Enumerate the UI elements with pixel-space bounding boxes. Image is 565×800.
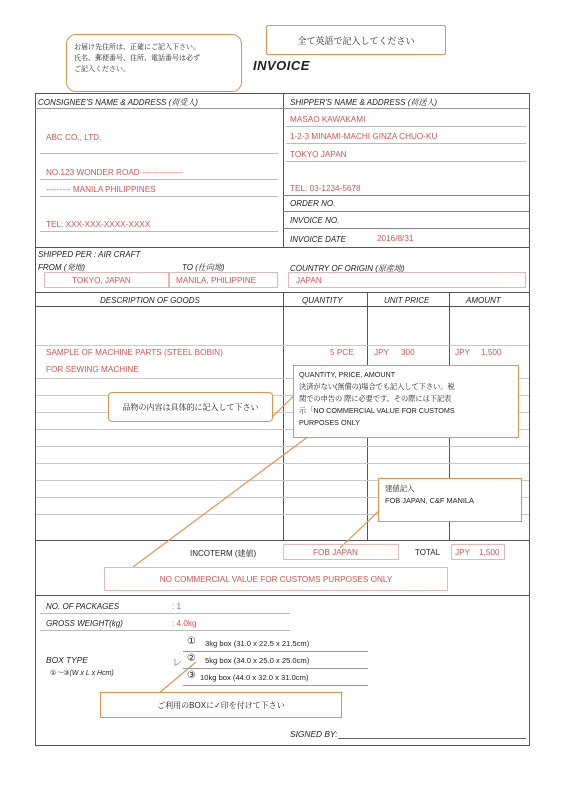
signature-line[interactable] (338, 738, 526, 739)
to-value: MANILA, PHILIPPINE (176, 276, 257, 285)
shipper-header: SHIPPER'S NAME & ADDRESS (荷送人) (290, 98, 438, 107)
origin-label: COUNTRY OF ORIGIN (原産地) (290, 264, 405, 273)
origin-value: JAPAN (296, 276, 322, 285)
item-amount: 1,500 (481, 348, 502, 357)
address-note-line2: 氏名、郵便番号、住所、電話番号は必ず (74, 55, 200, 62)
incoterm-value: FOB JAPAN (313, 548, 358, 557)
box-1-number: ① (187, 636, 196, 647)
invoice-date-label: INVOICE DATE (290, 235, 346, 244)
col-amount: AMOUNT (466, 296, 501, 305)
consignee-company: ABC CO., LTD. (46, 133, 102, 142)
shipper-tel: TEL: 03-1234-5678 (290, 184, 361, 193)
box-note: ご利用のBOXに✓印を付けて下さい (157, 701, 285, 710)
shipper-name: MASAO KAWAKAMI (290, 115, 366, 124)
shipper-address2: TOKYO JAPAN (290, 150, 347, 159)
goods-detail-callout (108, 392, 273, 422)
total-value: 1,500 (479, 548, 500, 557)
no-commercial-text: NO COMMERCIAL VALUE FOR CUSTOMS PURPOSES ONLY (159, 575, 393, 584)
box-type-sub: ①～③(W x L x Hcm) (50, 670, 114, 677)
address-note-line3: ご記入ください。 (74, 66, 130, 73)
box-note-callout (100, 692, 342, 718)
qty-callout-line3: 関での申告の 際に必要です。その際には下記表 (299, 394, 452, 403)
packages-top-line (35, 595, 530, 596)
qty-callout-line5: PURPOSES ONLY (299, 418, 360, 427)
packages-label: NO. OF PACKAGES (46, 602, 120, 611)
shipper-address1: 1-2-3 MINAMI-MACHI GINZA CHUO-KU (290, 132, 438, 141)
item-quantity: 5 PCE (330, 348, 354, 357)
col-quantity: QUANTITY (302, 296, 343, 305)
box-2-number: ② (187, 653, 196, 664)
consignee-header: CONSIGNEE'S NAME & ADDRESS (荷受人) (38, 98, 198, 107)
invoice-no-label: INVOICE NO. (290, 216, 340, 225)
terms-note-line2: FOB JAPAN, C&F MANILA (385, 496, 474, 505)
from-value: TOKYO, JAPAN (72, 276, 131, 285)
box-3-desc[interactable]: 10kg box (44.0 x 32.0 x 31.0cm) (200, 673, 309, 682)
signed-by-label: SIGNED BY: (290, 729, 338, 739)
incoterm-label: INCOTERM (建値) (190, 549, 257, 558)
terms-note-line1: 建値記入 (385, 484, 415, 493)
order-no-label: ORDER NO. (290, 199, 336, 208)
box-2-desc[interactable]: 5kg box (34.0 x 25.0 x 25.0cm) (205, 656, 310, 665)
shipped-per: SHIPPED PER : AIR CRAFT (38, 250, 141, 259)
terms-callout (378, 478, 522, 522)
qty-price-callout (293, 365, 519, 438)
col-unit-price: UNIT PRICE (384, 296, 430, 305)
to-label: TO (仕向地) (182, 263, 225, 272)
from-label: FROM (発地) (38, 263, 86, 272)
item-unit-currency: JPY (374, 348, 390, 357)
box-1-desc[interactable]: 3kg box (31.0 x 22.5 x 21.5cm) (205, 639, 310, 648)
english-note: 全て英語で記入してください (297, 36, 415, 46)
col-description: DESCRIPTION OF GOODS (100, 296, 200, 305)
total-label: TOTAL (415, 548, 441, 557)
item-desc-line2: FOR SEWING MACHINE (46, 365, 139, 374)
consignee-address1: NO.123 WONDER ROAD --------------- (46, 168, 183, 177)
weight-label: GROSS WEIGHT(kg) (46, 619, 123, 628)
total-currency: JPY (455, 548, 471, 557)
check-mark[interactable]: レ (172, 658, 182, 669)
consignee-tel: TEL: XXX-XXX-XXXX-XXXX (46, 220, 151, 229)
item-amount-currency: JPY (455, 348, 471, 357)
qty-callout-line1: QUANTITY, PRICE, AMOUNT (299, 370, 396, 379)
qty-callout-line4: 示「NO COMMERCIAL VALUE FOR CUSTOMS (299, 406, 455, 415)
invoice-title: INVOICE (253, 58, 310, 73)
no-commercial-box (104, 567, 448, 591)
consignee-address2: --------- MANILA PHILIPPINES (46, 185, 156, 194)
box-type-label: BOX TYPE (46, 655, 88, 665)
packages-value: : 1 (172, 602, 182, 611)
box-3-number: ③ (187, 670, 196, 681)
invoice-date-value: 2016/8/31 (377, 234, 414, 243)
goods-detail-note: 品物の内容は具体的に記入して下さい (122, 403, 259, 412)
item-unit-price: 300 (401, 348, 415, 357)
address-note-line1: お届け先住所は、正確にご記入下さい。 (74, 44, 200, 51)
qty-callout-line2: 決済がない(無償の)場合でも記入して下さい。税 (299, 382, 455, 391)
item-desc-line1: SAMPLE OF MACHINE PARTS (STEEL BOBIN) (46, 348, 223, 357)
weight-value: : 4.0kg (172, 619, 197, 628)
